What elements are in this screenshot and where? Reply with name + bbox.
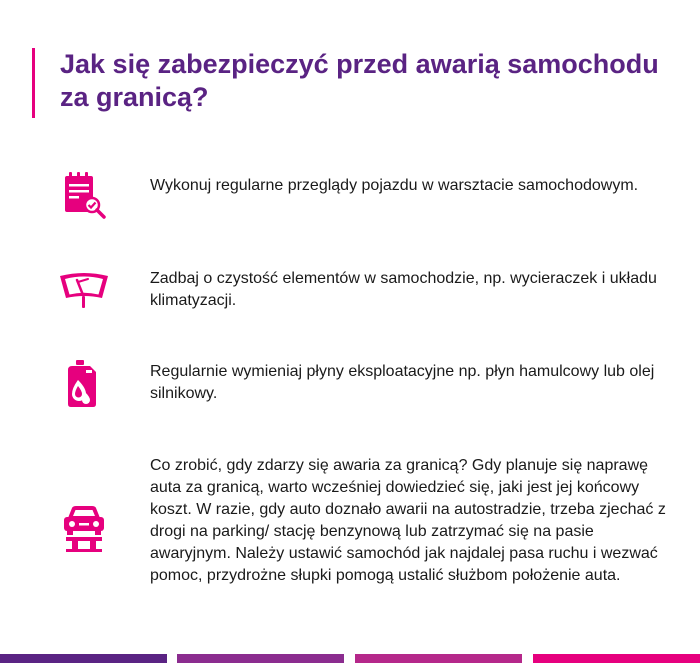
footer-color-bar (0, 654, 700, 663)
item-text: Zadbaj o czystość elementów w samochodzie, np. wycieraczek i układu klimatyzacji. (150, 270, 657, 309)
inspection-checklist-icon (56, 168, 112, 224)
page-title: Jak się zabezpieczyć przed awarią samochodu za granicą? (60, 49, 659, 112)
item-text: Co zrobić, gdy zdarzy się awaria za granicą? Gdy planuje się naprawę auta za granicą, warto wcześniej dowiedzieć się, jaki jest jej końcowy koszt. W razie, gdy auto doznało awarii na autostradzie, trzeba zjechać z drogi na parking/ stację benzynową lub zatrzymać się na pasie awaryjnym. Należy ustawić samochód jak najdalej pasa ruchu i wezwać pomoc, przydrożne słupki pomogą ustalić służbom położenie auta. (150, 457, 666, 584)
windshield-wiper-icon (56, 262, 112, 318)
item-text: Regularnie wymieniaj płyny eksploatacyjne np. płyn hamulcowy lub olej silnikowy. (150, 363, 655, 402)
title-accent-bar (32, 48, 35, 118)
footer-segment (177, 654, 344, 663)
item-text: Wykonuj regularne przeglądy pojazdu w warsztacie samochodowym. (150, 177, 639, 194)
footer-segment (0, 654, 167, 663)
footer-segment (533, 654, 700, 663)
footer-segment (355, 654, 522, 663)
car-on-lift-icon (56, 500, 112, 556)
oil-canister-icon (56, 356, 112, 412)
